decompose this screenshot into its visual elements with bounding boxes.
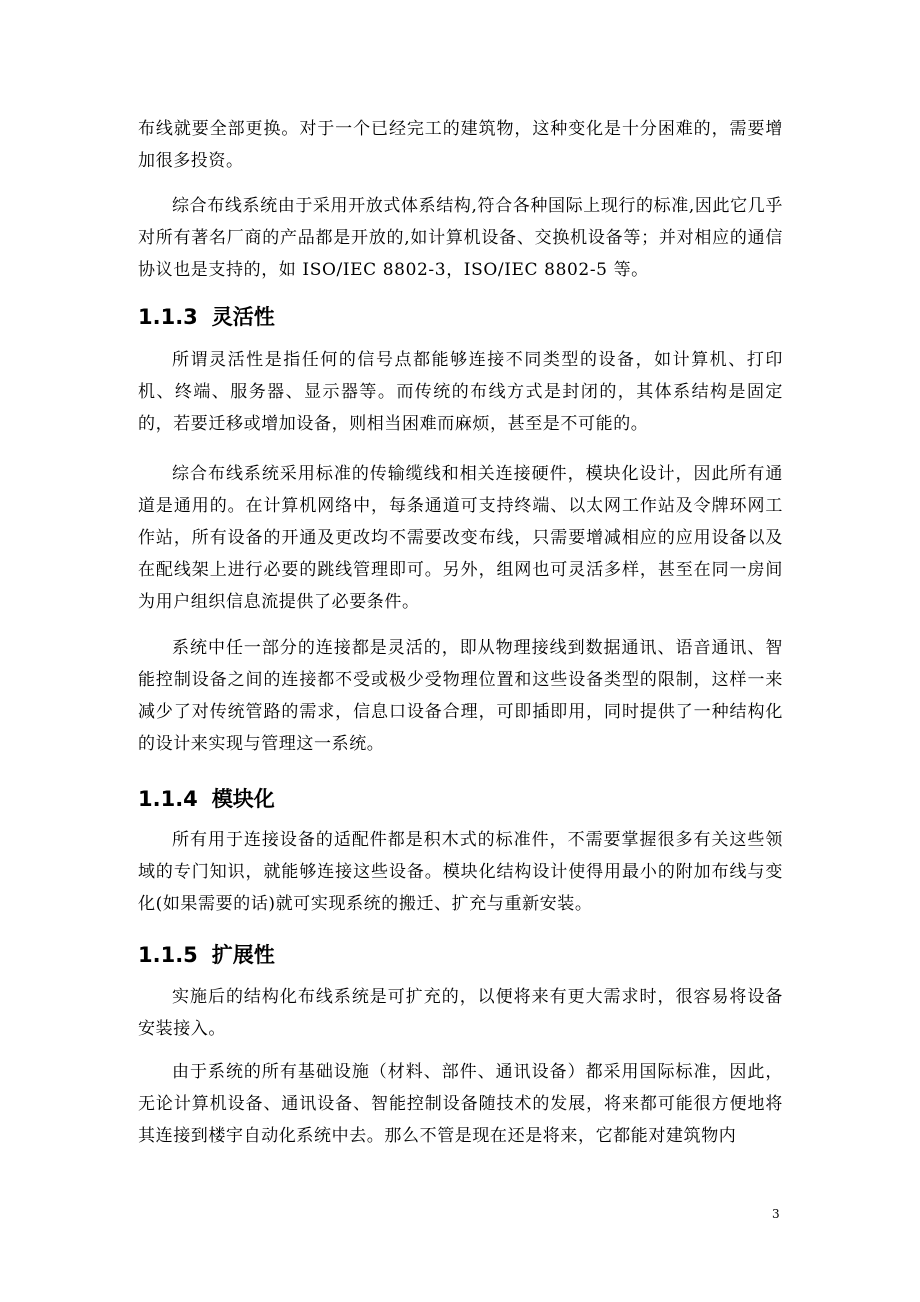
section-title: 灵活性 xyxy=(211,305,275,329)
section-heading-1-1-5 xyxy=(138,940,275,970)
paragraph-modularity: 所有用于连接设备的适配件都是积木式的标准件，不需要掌握很多有关这些领域的专门知识，就能够连接这些设备。模块化结构设计使得用最小的附加布线与变化(如果需要的话)就可实现系统的搬迁、扩充与重新安装。 xyxy=(138,830,783,914)
paragraph-standard-cabling: 综合布线系统采用标准的传输缆线和相关连接硬件，模块化设计，因此所有通道是通用的。在计算机网络中，每条通道可支持终端、以太网工作站及令牌环网工作站，所有设备的开通及更改均不需要改变布线，只需要增减相应的应用设备以及在配线架上进行必要的跳线管理即可。另外，组网也可灵活多样，甚至在同一房间为用户组织信息流提供了必要条件。 xyxy=(138,464,783,612)
paragraph-flexible-connections: 系统中任一部分的连接都是灵活的，即从物理接线到数据通讯、语音通讯、智能控制设备之间的连接都不受或极少受物理位置和这些设备类型的限制，这样一来减少了对传统管路的需求，信息口设备合理，可即插即用，同时提供了一种结构化的设计来实现与管理这一系统。 xyxy=(138,638,783,754)
page-number: 3 xyxy=(772,1207,780,1221)
section-number: 1.1.3 xyxy=(138,305,198,329)
section-heading-1-1-3 xyxy=(138,302,275,332)
section-number: 1.1.4 xyxy=(138,787,198,811)
paragraph-open-architecture: 综合布线系统由于采用开放式体系结构,符合各种国际上现行的标准,因此它几乎对所有著名厂商的产品都是开放的,如计算机设备、交换机设备等；并对相应的通信协议也是支持的，如 ISO/IEC 8802-3，ISO/IEC 8802-5 等。 xyxy=(138,196,783,280)
section-title: 扩展性 xyxy=(211,943,275,967)
section-title: 模块化 xyxy=(211,787,275,811)
paragraph-flexibility-definition: 所谓灵活性是指任何的信号点都能够连接不同类型的设备，如计算机、打印机、终端、服务器、显示器等。而传统的布线方式是封闭的，其体系结构是固定的，若要迁移或增加设备，则相当困难而麻烦，甚至是不可能的。 xyxy=(138,350,783,434)
section-number: 1.1.5 xyxy=(138,943,198,967)
paragraph-continued: 布线就要全部更换。对于一个已经完工的建筑物，这种变化是十分困难的，需要增加很多投资。 xyxy=(138,119,783,171)
paragraph-expandability: 实施后的结构化布线系统是可扩充的，以便将来有更大需求时，很容易将设备安装接入。 xyxy=(138,987,783,1039)
paragraph-international-standards: 由于系统的所有基础设施（材料、部件、通讯设备）都采用国际标准，因此，无论计算机设备、通讯设备、智能控制设备随技术的发展，将来都可能很方便地将其连接到楼宇自动化系统中去。那么不管是现在还是将来，它都能对建筑物内 xyxy=(138,1062,783,1146)
section-heading-1-1-4 xyxy=(138,784,275,814)
